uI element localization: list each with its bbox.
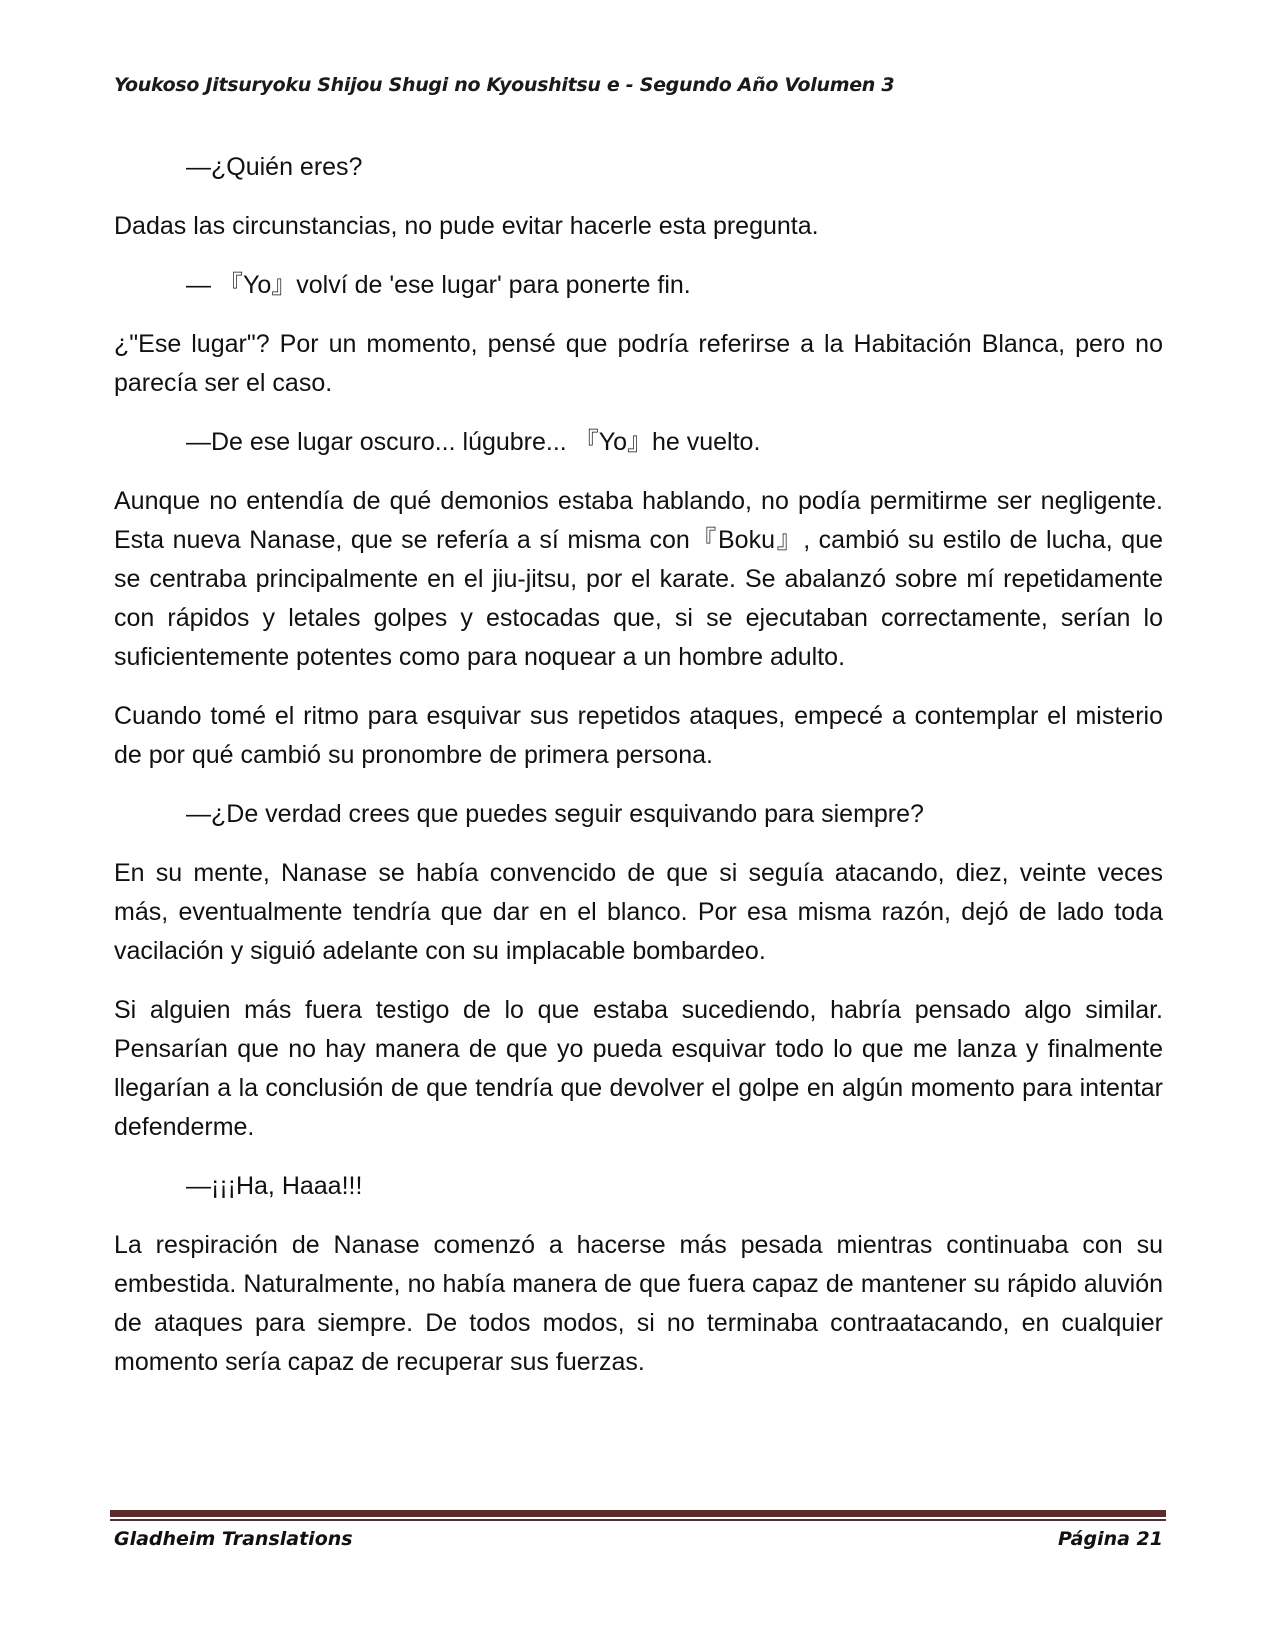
paragraph: ¿"Ese lugar"? Por un momento, pensé que podría referirse a la Habitación Blanca, pero no parecía ser el caso. bbox=[114, 330, 1163, 397]
page-number: Página 21 bbox=[1057, 1528, 1163, 1550]
paragraph: Si alguien más fuera testigo de lo que estaba sucediendo, habría pensado algo similar. Pensarían que no hay manera de que yo pueda esquivar todo lo que me lanza y finalmente llegarían a la conclusión de que tendría que devolver el golpe en algún momento para intentar defenderme. bbox=[114, 996, 1163, 1141]
dialogue-line: —¡¡¡Ha, Haaa!!! bbox=[186, 1172, 363, 1200]
dialogue-line: —¿Quién eres? bbox=[186, 153, 363, 181]
dialogue-line: —De ese lugar oscuro... lúgubre... 『Yo』he vuelto. bbox=[186, 428, 761, 456]
paragraph: Aunque no entendía de qué demonios estaba hablando, no podía permitirme ser negligente. Esta nueva Nanase, que se refería a sí misma con『Boku』, cambió su estilo de lucha, que se centraba principalmente en el jiu-jitsu, por el karate. Se abalanzó sobre mí repetidamente con rápidos y letales golpes y estocadas que, si se ejecutaban correctamente, serían lo suficientemente potentes como para noquear a un hombre adulto. bbox=[114, 487, 1163, 671]
paragraph: Cuando tomé el ritmo para esquivar sus repetidos ataques, empecé a contemplar el misterio de por qué cambió su pronombre de primera persona. bbox=[114, 702, 1163, 769]
dialogue-line: —¿De verdad crees que puedes seguir esquivando para siempre? bbox=[186, 800, 924, 828]
footer-rule-thick bbox=[110, 1510, 1166, 1517]
paragraph: Dadas las circunstancias, no pude evitar hacerle esta pregunta. bbox=[114, 212, 819, 240]
footer-rule-thin bbox=[110, 1519, 1166, 1521]
dialogue-line: — 『Yo』volví de 'ese lugar' para ponerte fin. bbox=[186, 271, 691, 299]
paragraph: En su mente, Nanase se había convencido de que si seguía atacando, diez, veinte veces más, eventualmente tendría que dar en el blanco. Por esa misma razón, dejó de lado toda vacilación y siguió adelante con su implacable bombardeo. bbox=[114, 859, 1163, 965]
footer-credit: Gladheim Translations bbox=[114, 1528, 353, 1550]
paragraph: La respiración de Nanase comenzó a hacerse más pesada mientras continuaba con su embestida. Naturalmente, no había manera de que fuera capaz de mantener su rápido aluvión de ataques para siempre. De todos modos, si no terminaba contraatacando, en cualquier momento sería capaz de recuperar sus fuerzas. bbox=[114, 1231, 1163, 1376]
page-body bbox=[114, 148, 1163, 1402]
running-header: Youkoso Jitsuryoku Shijou Shugi no Kyoushitsu e - Segundo Año Volumen 3 bbox=[114, 74, 895, 96]
